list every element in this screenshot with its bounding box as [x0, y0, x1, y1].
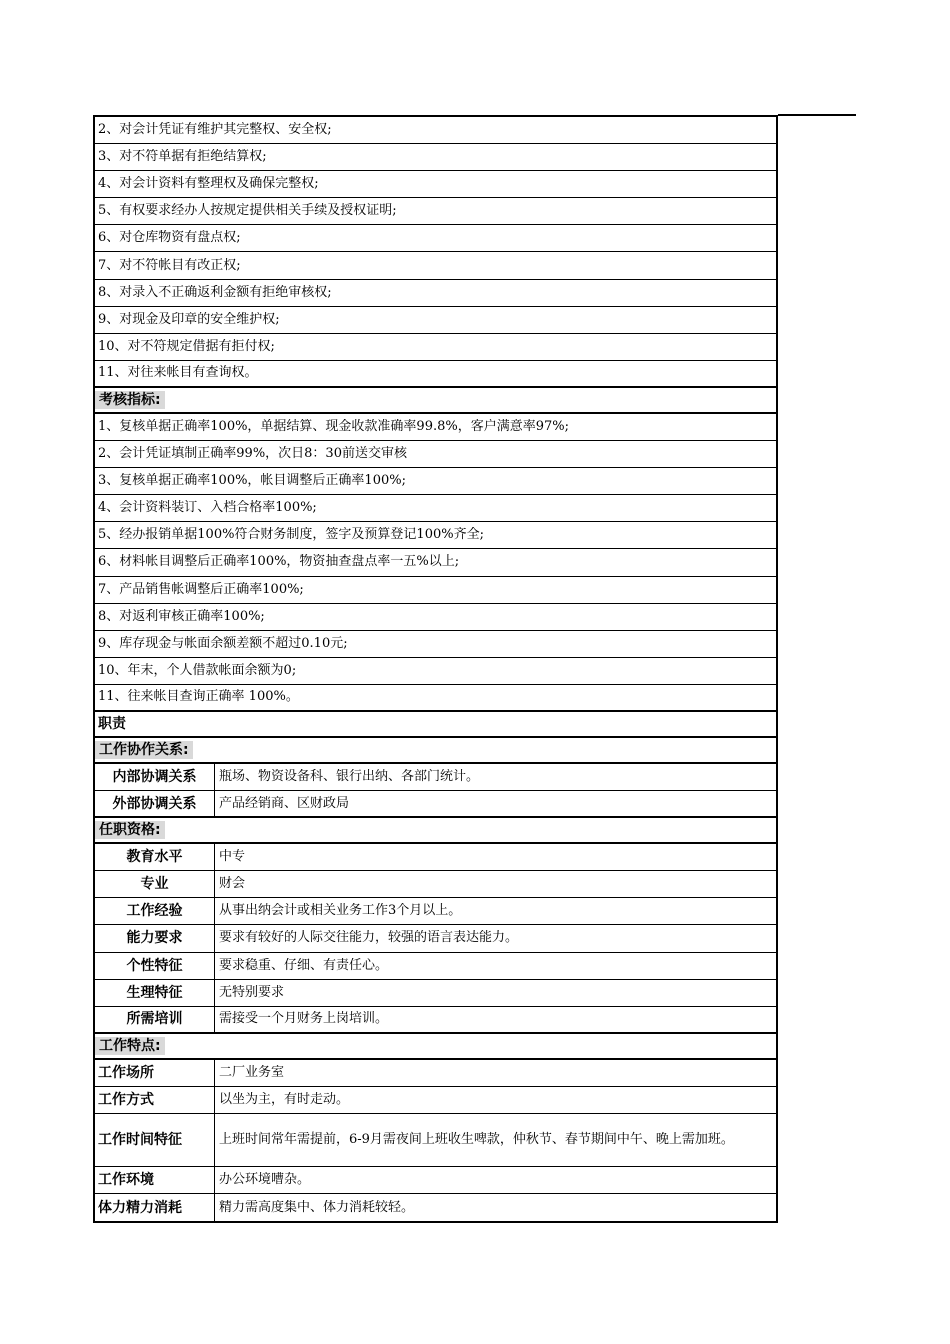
- kpi-label: 考核指标:: [95, 391, 165, 409]
- qualification-row: [95, 898, 776, 925]
- qualification-value: 中专: [219, 849, 246, 865]
- cooperation-row: [95, 791, 776, 818]
- kpi-item: [95, 549, 776, 576]
- rights-item: [95, 307, 776, 334]
- rights-text: 9、对现金及印章的安全维护权;: [98, 311, 280, 327]
- qualification-key: 工作经验: [95, 898, 215, 924]
- qualification-row: [95, 871, 776, 898]
- kpi-text: 7、产品销售帐调整后正确率100%;: [98, 581, 304, 597]
- kpi-item: [95, 441, 776, 468]
- kpi-section-header: [95, 388, 776, 414]
- qualification-row: [95, 1007, 776, 1034]
- qualification-key: 教育水平: [95, 844, 215, 870]
- duty-header: [95, 712, 776, 738]
- kpi-text: 9、库存现金与帐面余额差额不超过0.10元;: [98, 635, 348, 651]
- rights-text: 7、对不符帐目有改正权;: [98, 257, 241, 273]
- cooperation-section-header: [95, 738, 776, 764]
- qualification-row: [95, 925, 776, 952]
- kpi-text: 6、材料帐目调整后正确率100%，物资抽查盘点率一五%以上;: [98, 554, 460, 570]
- kpi-text: 8、对返利审核正确率100%;: [98, 608, 265, 624]
- qualification-value: 无特别要求: [219, 984, 285, 1000]
- kpi-item: [95, 658, 776, 685]
- features-value: 以坐为主，有时走动。: [219, 1091, 350, 1107]
- rights-text: 6、对仓库物资有盘点权;: [98, 230, 241, 246]
- qualification-value: 财会: [219, 876, 246, 892]
- rights-item: [95, 334, 776, 361]
- qualification-value: 要求稳重、仔细、有责任心。: [219, 957, 389, 973]
- rights-item: [95, 280, 776, 307]
- qualification-value: 需接受一个月财务上岗培训。: [219, 1011, 389, 1027]
- features-value: 办公环境嘈杂。: [219, 1172, 311, 1188]
- features-row: [95, 1087, 776, 1114]
- features-row: [95, 1060, 776, 1087]
- kpi-item: [95, 414, 776, 441]
- kpi-item: [95, 631, 776, 658]
- features-key: 工作环境: [95, 1167, 215, 1193]
- features-row: [95, 1114, 776, 1167]
- rights-item: [95, 117, 776, 144]
- kpi-item: [95, 577, 776, 604]
- rights-item: [95, 171, 776, 198]
- kpi-text: 5、经办报销单据100%符合财务制度，签字及预算登记100%齐全;: [98, 527, 484, 543]
- kpi-text: 1、复核单据正确率100%，单据结算、现金收款准确率99.8%，客户满意率97%;: [98, 418, 570, 434]
- features-row: [95, 1167, 776, 1194]
- rights-text: 11、对往来帐目有查询权。: [98, 365, 258, 381]
- qualification-row: [95, 980, 776, 1007]
- qualification-row: [95, 844, 776, 871]
- kpi-item: [95, 468, 776, 495]
- features-key: 工作场所: [95, 1060, 215, 1086]
- qualification-key: 所需培训: [95, 1007, 215, 1032]
- top-border-line: [778, 114, 856, 116]
- cooperation-key: 外部协调关系: [95, 791, 215, 816]
- rights-text: 3、对不符单据有拒绝结算权;: [98, 149, 267, 165]
- rights-text: 5、有权要求经办人按规定提供相关手续及授权证明;: [98, 203, 397, 219]
- cooperation-label: 工作协作关系:: [95, 741, 193, 759]
- rights-text: 4、对会计资料有整理权及确保完整权;: [98, 176, 319, 192]
- features-key: 体力精力消耗: [95, 1194, 215, 1221]
- kpi-item: [95, 685, 776, 712]
- kpi-item: [95, 522, 776, 549]
- rights-text: 2、对会计凭证有维护其完整权、安全权;: [98, 122, 332, 138]
- qualification-value: 要求有较好的人际交往能力，较强的语言表达能力。: [219, 930, 519, 946]
- features-row: [95, 1194, 776, 1221]
- cooperation-key: 内部协调关系: [95, 764, 215, 790]
- cooperation-value: 瓶场、物资设备科、银行出纳、各部门统计。: [219, 769, 480, 785]
- qualification-value: 从事出纳会计或相关业务工作3个月以上。: [219, 903, 462, 919]
- rights-item: [95, 225, 776, 252]
- features-key: 工作方式: [95, 1087, 215, 1113]
- job-description-sheet: [93, 115, 778, 1223]
- rights-text: 8、对录入不正确返利金额有拒绝审核权;: [98, 284, 332, 300]
- kpi-text: 3、复核单据正确率100%，帐目调整后正确率100%;: [98, 473, 406, 489]
- qualification-key: 个性特征: [95, 953, 215, 979]
- features-key: 工作时间特征: [95, 1114, 215, 1166]
- features-section-header: [95, 1034, 776, 1060]
- qualification-row: [95, 953, 776, 980]
- features-value: 二厂业务室: [219, 1064, 285, 1080]
- cooperation-value: 产品经销商、区财政局: [219, 795, 350, 811]
- qualification-key: 专业: [95, 871, 215, 897]
- rights-item: [95, 198, 776, 225]
- kpi-text: 2、会计凭证填制正确率99%，次日8：30前送交审核: [98, 446, 407, 462]
- cooperation-row: [95, 764, 776, 791]
- rights-item: [95, 144, 776, 171]
- kpi-text: 4、会计资料装订、入档合格率100%;: [98, 500, 317, 516]
- rights-item: [95, 361, 776, 388]
- qualification-key: 能力要求: [95, 925, 215, 951]
- kpi-text: 10、年末，个人借款帐面余额为0;: [98, 662, 297, 678]
- kpi-text: 11、往来帐目查询正确率 100%。: [98, 689, 299, 705]
- qualification-key: 生理特征: [95, 980, 215, 1006]
- duty-title: 职责: [98, 715, 126, 732]
- qualification-label: 任职资格:: [95, 821, 165, 839]
- kpi-item: [95, 495, 776, 522]
- kpi-item: [95, 604, 776, 631]
- rights-text: 10、对不符规定借据有拒付权;: [98, 338, 275, 354]
- features-value: 上班时间常年需提前，6-9月需夜间上班收生啤款，仲秋节、春节期间中午、晚上需加班。: [219, 1132, 734, 1147]
- rights-item: [95, 252, 776, 279]
- features-label: 工作特点:: [95, 1037, 165, 1055]
- qualification-section-header: [95, 818, 776, 844]
- features-value: 精力需高度集中、体力消耗较轻。: [219, 1199, 415, 1215]
